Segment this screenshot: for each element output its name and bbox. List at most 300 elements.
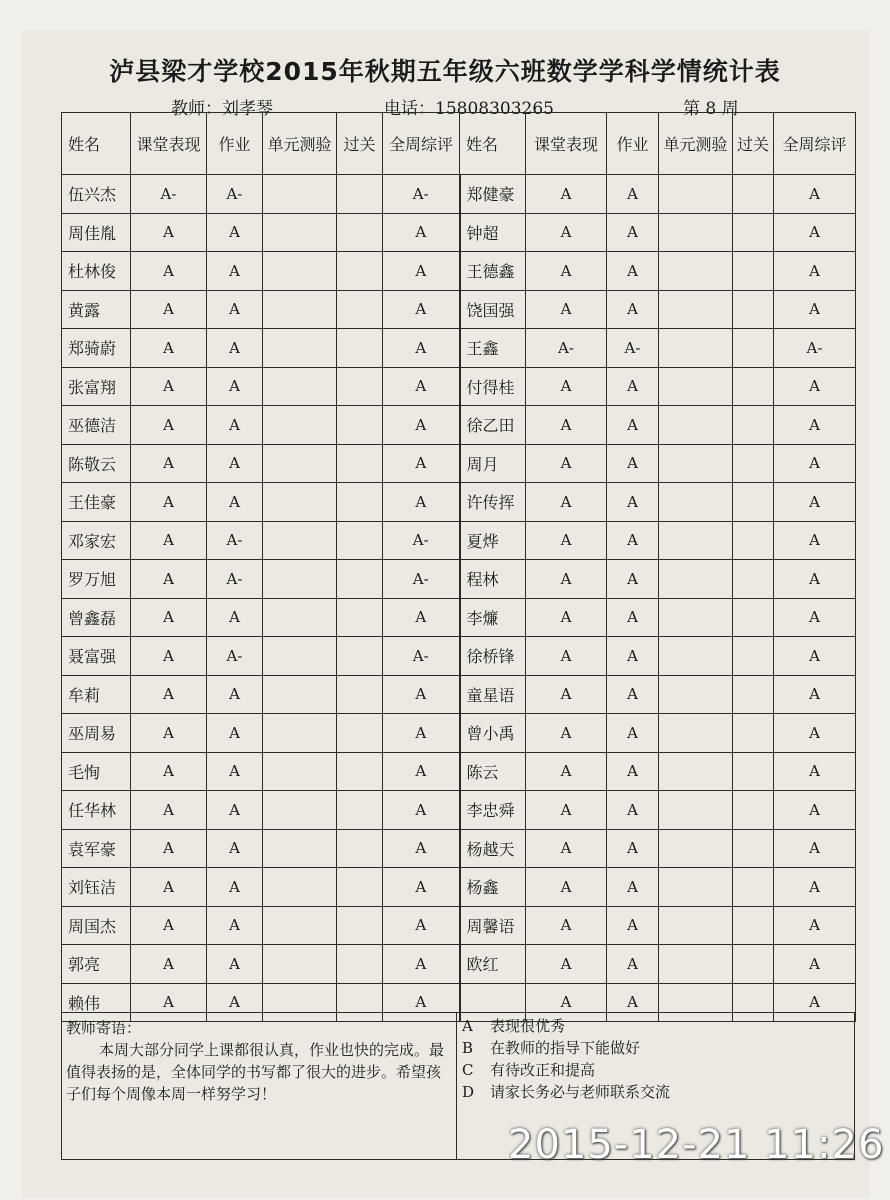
header-perf: 课堂表现 bbox=[526, 113, 607, 175]
table-row bbox=[62, 444, 856, 483]
student-name: 杨鑫 bbox=[460, 868, 526, 907]
overall-grade: A bbox=[383, 906, 460, 945]
unit-test bbox=[659, 637, 733, 676]
overall-grade: A bbox=[774, 560, 856, 599]
homework-grade: A bbox=[607, 252, 659, 291]
overall-grade: A- bbox=[383, 175, 460, 214]
pass-check bbox=[337, 444, 383, 483]
perf-grade: A bbox=[526, 752, 607, 791]
homework-grade: A bbox=[207, 675, 263, 714]
student-name: 毛恂 bbox=[62, 752, 131, 791]
perf-grade: A bbox=[131, 252, 207, 291]
unit-test bbox=[263, 444, 337, 483]
table-row bbox=[62, 406, 856, 445]
student-name: 黄露 bbox=[62, 290, 131, 329]
message-title: 教师寄语： bbox=[66, 1019, 142, 1037]
perf-grade: A bbox=[131, 406, 207, 445]
overall-grade: A bbox=[383, 945, 460, 984]
table-row bbox=[62, 367, 856, 406]
homework-grade: A bbox=[607, 675, 659, 714]
student-name: 郭亮 bbox=[62, 945, 131, 984]
overall-grade: A bbox=[774, 521, 856, 560]
overall-grade: A bbox=[774, 213, 856, 252]
student-name: 聂富强 bbox=[62, 637, 131, 676]
student-name: 饶国强 bbox=[460, 290, 526, 329]
perf-grade: A bbox=[526, 213, 607, 252]
pass-check bbox=[337, 752, 383, 791]
overall-grade: A bbox=[774, 637, 856, 676]
pass-check bbox=[337, 290, 383, 329]
unit-test bbox=[659, 175, 733, 214]
homework-grade: A bbox=[607, 213, 659, 252]
unit-test bbox=[263, 560, 337, 599]
homework-grade: A bbox=[207, 945, 263, 984]
pass-check bbox=[733, 290, 774, 329]
homework-grade: A bbox=[607, 714, 659, 753]
unit-test bbox=[659, 675, 733, 714]
unit-test bbox=[659, 213, 733, 252]
unit-test bbox=[659, 367, 733, 406]
perf-grade: A bbox=[131, 483, 207, 522]
overall-grade: A bbox=[774, 752, 856, 791]
homework-grade: A- bbox=[207, 521, 263, 560]
pass-check bbox=[337, 406, 383, 445]
pass-check bbox=[733, 791, 774, 830]
perf-grade: A bbox=[131, 675, 207, 714]
unit-test bbox=[659, 252, 733, 291]
overall-grade: A bbox=[383, 752, 460, 791]
overall-grade: A bbox=[774, 444, 856, 483]
unit-test bbox=[659, 906, 733, 945]
homework-grade: A bbox=[607, 598, 659, 637]
perf-grade: A bbox=[131, 521, 207, 560]
homework-grade: A- bbox=[607, 329, 659, 368]
legend-item: C 有待改正和提高 bbox=[462, 1061, 596, 1079]
table-row bbox=[62, 906, 856, 945]
unit-test bbox=[659, 329, 733, 368]
pass-check bbox=[337, 637, 383, 676]
header-unit: 单元测验 bbox=[263, 113, 337, 175]
perf-grade: A bbox=[526, 714, 607, 753]
pass-check bbox=[733, 906, 774, 945]
overall-grade: A bbox=[383, 483, 460, 522]
perf-grade: A bbox=[131, 560, 207, 599]
perf-grade: A bbox=[526, 945, 607, 984]
header-name: 姓名 bbox=[62, 113, 131, 175]
overall-grade: A bbox=[774, 868, 856, 907]
overall-grade: A bbox=[383, 714, 460, 753]
overall-grade: A bbox=[383, 329, 460, 368]
perf-grade: A bbox=[526, 367, 607, 406]
homework-grade: A- bbox=[207, 637, 263, 676]
perf-grade: A bbox=[526, 521, 607, 560]
pass-check bbox=[733, 175, 774, 214]
pass-check bbox=[337, 945, 383, 984]
header-perf: 课堂表现 bbox=[131, 113, 207, 175]
table-row bbox=[62, 483, 856, 522]
overall-grade: A bbox=[383, 444, 460, 483]
pass-check bbox=[733, 483, 774, 522]
student-name: 钟超 bbox=[460, 213, 526, 252]
homework-grade: A- bbox=[207, 560, 263, 599]
pass-check bbox=[733, 868, 774, 907]
unit-test bbox=[263, 714, 337, 753]
perf-grade: A bbox=[131, 598, 207, 637]
overall-grade: A- bbox=[383, 560, 460, 599]
table-row bbox=[62, 714, 856, 753]
pass-check bbox=[337, 560, 383, 599]
legend-item: B 在教师的指导下能做好 bbox=[462, 1039, 641, 1057]
homework-grade: A bbox=[207, 406, 263, 445]
unit-test bbox=[659, 598, 733, 637]
perf-grade: A bbox=[526, 829, 607, 868]
legend-item: A 表现很优秀 bbox=[462, 1017, 566, 1035]
homework-grade: A bbox=[207, 213, 263, 252]
perf-grade: A bbox=[526, 560, 607, 599]
unit-test bbox=[659, 521, 733, 560]
overall-grade: A bbox=[774, 945, 856, 984]
unit-test bbox=[263, 945, 337, 984]
unit-test bbox=[659, 483, 733, 522]
pass-check bbox=[733, 714, 774, 753]
student-name: 曾小禹 bbox=[460, 714, 526, 753]
homework-grade: A bbox=[207, 252, 263, 291]
pass-check bbox=[733, 329, 774, 368]
pass-check bbox=[733, 945, 774, 984]
pass-check bbox=[337, 175, 383, 214]
homework-grade: A bbox=[607, 791, 659, 830]
unit-test bbox=[263, 675, 337, 714]
pass-check bbox=[337, 714, 383, 753]
message-body: 本周大部分同学上课都很认真，作业也快的完成。最值得表扬的是，全体同学的书写都了很大的进步。希望孩子们每个周像本周一样努学习！ bbox=[66, 1041, 445, 1103]
student-name: 张富翔 bbox=[62, 367, 131, 406]
student-name: 任华林 bbox=[62, 791, 131, 830]
homework-grade: A bbox=[207, 983, 263, 1022]
homework-grade: A bbox=[207, 367, 263, 406]
homework-grade: A- bbox=[207, 175, 263, 214]
page-title: 泸县梁才学校2015年秋期五年级六班数学学科学情统计表 bbox=[109, 57, 781, 86]
overall-grade: A bbox=[383, 252, 460, 291]
pass-check bbox=[337, 906, 383, 945]
homework-grade: A bbox=[207, 829, 263, 868]
homework-grade: A bbox=[607, 752, 659, 791]
student-name: 陈云 bbox=[460, 752, 526, 791]
unit-test bbox=[659, 868, 733, 907]
perf-grade: A bbox=[131, 868, 207, 907]
homework-grade: A bbox=[207, 791, 263, 830]
student-name: 曾鑫磊 bbox=[62, 598, 131, 637]
homework-grade: A bbox=[607, 637, 659, 676]
homework-grade: A bbox=[607, 367, 659, 406]
header-pass: 过关 bbox=[337, 113, 383, 175]
pass-check bbox=[337, 213, 383, 252]
perf-grade: A bbox=[526, 637, 607, 676]
overall-grade: A bbox=[774, 252, 856, 291]
unit-test bbox=[263, 752, 337, 791]
table-row bbox=[62, 637, 856, 676]
perf-grade: A bbox=[526, 906, 607, 945]
student-name: 王佳豪 bbox=[62, 483, 131, 522]
perf-grade: A- bbox=[131, 175, 207, 214]
overall-grade: A bbox=[774, 829, 856, 868]
teacher-label: 教师：刘孝琴 bbox=[171, 99, 273, 119]
overall-grade: A bbox=[383, 829, 460, 868]
table-row bbox=[62, 598, 856, 637]
header-pass: 过关 bbox=[733, 113, 774, 175]
student-name: 邓家宏 bbox=[62, 521, 131, 560]
table-row bbox=[62, 329, 856, 368]
perf-grade: A bbox=[526, 483, 607, 522]
legend-item: D 请家长务必与老师联系交流 bbox=[462, 1083, 671, 1101]
pass-check bbox=[733, 367, 774, 406]
table-row bbox=[62, 675, 856, 714]
header-overall: 全周综评 bbox=[383, 113, 460, 175]
homework-grade: A bbox=[207, 329, 263, 368]
table-row bbox=[62, 752, 856, 791]
teacher-message bbox=[62, 1013, 457, 1159]
perf-grade: A- bbox=[526, 329, 607, 368]
homework-grade: A bbox=[207, 868, 263, 907]
table-row bbox=[62, 868, 856, 907]
homework-grade: A bbox=[607, 521, 659, 560]
unit-test bbox=[263, 637, 337, 676]
unit-test bbox=[659, 560, 733, 599]
overall-grade: A- bbox=[383, 521, 460, 560]
unit-test bbox=[263, 791, 337, 830]
homework-grade: A bbox=[607, 406, 659, 445]
homework-grade: A bbox=[607, 983, 659, 1022]
perf-grade: A bbox=[131, 906, 207, 945]
student-name: 袁军豪 bbox=[62, 829, 131, 868]
student-name: 周月 bbox=[460, 444, 526, 483]
student-name: 徐桥锋 bbox=[460, 637, 526, 676]
student-name: 夏烨 bbox=[460, 521, 526, 560]
student-name: 徐乙田 bbox=[460, 406, 526, 445]
perf-grade: A bbox=[526, 868, 607, 907]
overall-grade: A bbox=[774, 290, 856, 329]
perf-grade: A bbox=[131, 329, 207, 368]
header-overall: 全周综评 bbox=[774, 113, 856, 175]
header-hw: 作业 bbox=[607, 113, 659, 175]
perf-grade: A bbox=[131, 829, 207, 868]
homework-grade: A bbox=[607, 290, 659, 329]
unit-test bbox=[263, 290, 337, 329]
homework-grade: A bbox=[607, 483, 659, 522]
pass-check bbox=[733, 560, 774, 599]
overall-grade: A bbox=[774, 406, 856, 445]
perf-grade: A bbox=[526, 290, 607, 329]
unit-test bbox=[263, 175, 337, 214]
homework-grade: A bbox=[607, 560, 659, 599]
student-name: 伍兴杰 bbox=[62, 175, 131, 214]
pass-check bbox=[733, 521, 774, 560]
student-name: 郑健豪 bbox=[460, 175, 526, 214]
student-name: 牟莉 bbox=[62, 675, 131, 714]
table-header-row bbox=[62, 113, 856, 175]
overall-grade: A bbox=[774, 367, 856, 406]
table-row bbox=[62, 175, 856, 214]
perf-grade: A bbox=[131, 983, 207, 1022]
unit-test bbox=[263, 829, 337, 868]
student-name: 欧红 bbox=[460, 945, 526, 984]
homework-grade: A bbox=[607, 829, 659, 868]
student-name: 陈敬云 bbox=[62, 444, 131, 483]
pass-check bbox=[337, 252, 383, 291]
unit-test bbox=[263, 598, 337, 637]
overall-grade: A bbox=[774, 175, 856, 214]
pass-check bbox=[337, 483, 383, 522]
unit-test bbox=[263, 367, 337, 406]
phone-label: 电话：15808303265 bbox=[384, 99, 554, 119]
unit-test bbox=[263, 483, 337, 522]
homework-grade: A bbox=[207, 444, 263, 483]
student-name: 王德鑫 bbox=[460, 252, 526, 291]
overall-grade: A bbox=[383, 675, 460, 714]
perf-grade: A bbox=[526, 791, 607, 830]
overall-grade: A bbox=[383, 367, 460, 406]
pass-check bbox=[337, 868, 383, 907]
homework-grade: A bbox=[207, 483, 263, 522]
pass-check bbox=[337, 829, 383, 868]
perf-grade: A bbox=[131, 367, 207, 406]
perf-grade: A bbox=[131, 791, 207, 830]
unit-test bbox=[263, 213, 337, 252]
pass-check bbox=[733, 444, 774, 483]
overall-grade: A bbox=[383, 791, 460, 830]
student-name: 赖伟 bbox=[62, 983, 131, 1022]
unit-test bbox=[263, 906, 337, 945]
perf-grade: A bbox=[131, 752, 207, 791]
perf-grade: A bbox=[131, 290, 207, 329]
unit-test bbox=[263, 868, 337, 907]
grade-legend bbox=[462, 1015, 670, 1103]
student-name: 杜林俊 bbox=[62, 252, 131, 291]
unit-test bbox=[659, 791, 733, 830]
homework-grade: A bbox=[607, 175, 659, 214]
perf-grade: A bbox=[526, 406, 607, 445]
student-name: 刘钰洁 bbox=[62, 868, 131, 907]
perf-grade: A bbox=[131, 213, 207, 252]
homework-grade: A bbox=[207, 598, 263, 637]
table-row bbox=[62, 252, 856, 291]
unit-test bbox=[263, 252, 337, 291]
pass-check bbox=[733, 598, 774, 637]
pass-check bbox=[337, 521, 383, 560]
header-unit: 单元测验 bbox=[659, 113, 733, 175]
homework-grade: A bbox=[207, 714, 263, 753]
perf-grade: A bbox=[526, 175, 607, 214]
pass-check bbox=[337, 598, 383, 637]
overall-grade: A bbox=[774, 598, 856, 637]
perf-grade: A bbox=[131, 637, 207, 676]
perf-grade: A bbox=[131, 714, 207, 753]
unit-test bbox=[659, 829, 733, 868]
unit-test bbox=[263, 329, 337, 368]
pass-check bbox=[733, 213, 774, 252]
student-name: 李燫 bbox=[460, 598, 526, 637]
table-row bbox=[62, 945, 856, 984]
unit-test bbox=[659, 752, 733, 791]
pass-check bbox=[337, 791, 383, 830]
unit-test bbox=[263, 406, 337, 445]
pass-check bbox=[733, 406, 774, 445]
unit-test bbox=[659, 945, 733, 984]
perf-grade: A bbox=[526, 252, 607, 291]
homework-grade: A bbox=[607, 868, 659, 907]
student-name: 周国杰 bbox=[62, 906, 131, 945]
homework-grade: A bbox=[207, 906, 263, 945]
homework-grade: A bbox=[607, 444, 659, 483]
student-name: 杨越天 bbox=[460, 829, 526, 868]
overall-grade: A bbox=[774, 983, 856, 1022]
pass-check bbox=[337, 367, 383, 406]
pass-check bbox=[733, 752, 774, 791]
perf-grade: A bbox=[526, 444, 607, 483]
pass-check bbox=[337, 675, 383, 714]
pass-check bbox=[733, 675, 774, 714]
unit-test bbox=[659, 290, 733, 329]
overall-grade: A bbox=[774, 906, 856, 945]
overall-grade: A bbox=[383, 598, 460, 637]
overall-grade: A bbox=[383, 406, 460, 445]
table-row bbox=[62, 791, 856, 830]
homework-grade: A bbox=[607, 945, 659, 984]
overall-grade: A bbox=[383, 868, 460, 907]
student-name: 童星语 bbox=[460, 675, 526, 714]
perf-grade: A bbox=[131, 444, 207, 483]
student-name: 周佳胤 bbox=[62, 213, 131, 252]
student-name: 李忠舜 bbox=[460, 791, 526, 830]
student-name: 付得桂 bbox=[460, 367, 526, 406]
unit-test bbox=[659, 714, 733, 753]
homework-grade: A bbox=[207, 752, 263, 791]
pass-check bbox=[733, 252, 774, 291]
homework-grade: A bbox=[207, 290, 263, 329]
overall-grade: A- bbox=[774, 329, 856, 368]
student-name: 王鑫 bbox=[460, 329, 526, 368]
unit-test bbox=[659, 444, 733, 483]
student-name: 罗万旭 bbox=[62, 560, 131, 599]
homework-grade: A bbox=[607, 906, 659, 945]
student-name: 巫德洁 bbox=[62, 406, 131, 445]
perf-grade: A bbox=[526, 983, 607, 1022]
grade-table bbox=[61, 112, 856, 1022]
header-name: 姓名 bbox=[460, 113, 526, 175]
pass-check bbox=[337, 329, 383, 368]
overall-grade: A bbox=[383, 983, 460, 1022]
week-label: 第 8 周 bbox=[683, 99, 739, 119]
perf-grade: A bbox=[131, 945, 207, 984]
table-row bbox=[62, 560, 856, 599]
overall-grade: A- bbox=[383, 637, 460, 676]
student-name: 许传挥 bbox=[460, 483, 526, 522]
unit-test bbox=[659, 406, 733, 445]
table-row bbox=[62, 213, 856, 252]
pass-check bbox=[733, 829, 774, 868]
overall-grade: A bbox=[774, 675, 856, 714]
overall-grade: A bbox=[774, 483, 856, 522]
overall-grade: A bbox=[774, 791, 856, 830]
student-name: 周馨语 bbox=[460, 906, 526, 945]
pass-check bbox=[733, 637, 774, 676]
student-name: 巫周易 bbox=[62, 714, 131, 753]
table-row bbox=[62, 521, 856, 560]
overall-grade: A bbox=[383, 213, 460, 252]
perf-grade: A bbox=[526, 675, 607, 714]
overall-grade: A bbox=[383, 290, 460, 329]
header-hw: 作业 bbox=[207, 113, 263, 175]
student-name: 程林 bbox=[460, 560, 526, 599]
